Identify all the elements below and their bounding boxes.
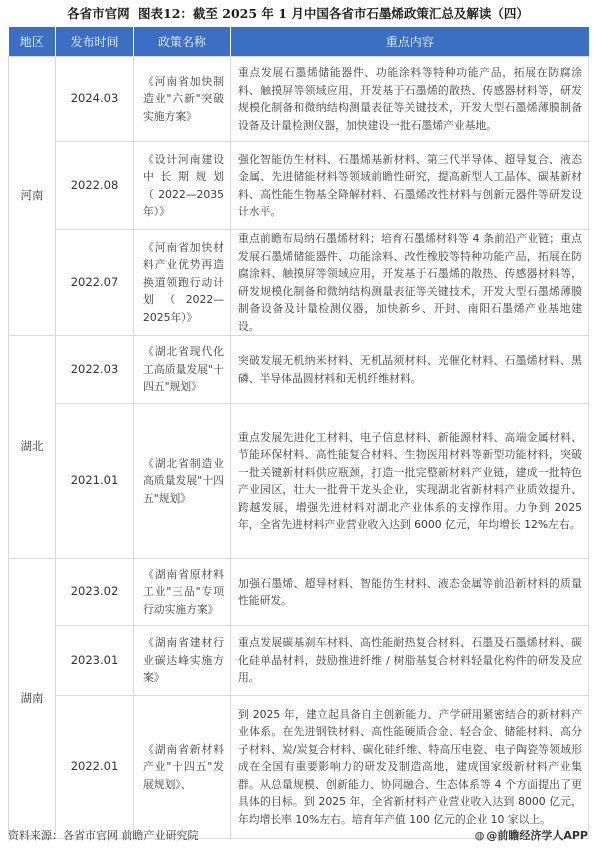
region-cell-hubei: 湖北 bbox=[9, 336, 56, 559]
policy-name-cell: 《湖北省制造业高质量发展"十四五"规划》 bbox=[134, 404, 231, 559]
table-row bbox=[9, 230, 589, 336]
date-cell: 2024.03 bbox=[56, 57, 134, 142]
brand-icon: ◍ bbox=[474, 829, 485, 842]
content-cell: 重点发展先进化工材料、电子信息材料、新能源材料、高端金属材料、节能环保材料、高性能复合材料、生物医用材料等新型功能材料，突破一批关键新材料供应瓶颈，打造一批完整新材料产业链，建成一批特色产业园区，壮大一批骨干龙头企业，实现湖北省新材料产业质效提升、跨越发展，增强先进材料对湖北产业体系的支撑作用。力争到 2025 年，全省先进材料产业营业收入达到 6000 亿元，年均增长 12%左右。 bbox=[231, 404, 589, 559]
header-date: 发布时间 bbox=[56, 27, 134, 57]
brand-credit bbox=[475, 827, 588, 845]
date-cell: 2022.03 bbox=[56, 336, 134, 404]
region-cell-hunan: 湖南 bbox=[9, 559, 56, 839]
policy-name-cell: 《湖南省建材行业碳达峰实施方案》 bbox=[134, 626, 231, 696]
date-cell: 2022.01 bbox=[56, 696, 134, 839]
policy-name-cell: 《河南省加快制造业"六新"突破实施方案》 bbox=[134, 57, 231, 142]
source-note: 资料来源：各省市官网 前瞻产业研究院 bbox=[8, 829, 199, 842]
table-row bbox=[9, 696, 589, 839]
policy-name-cell: 《河南省加快材料产业优势再造换道领跑行动计划（2022—2025年）》 bbox=[134, 230, 231, 336]
title-text: 图表12：截至 2025 年 1 月中国各省市石墨烯政策汇总及解读（四） bbox=[138, 6, 529, 21]
table-row bbox=[9, 404, 589, 559]
content-cell: 重点前瞻布局纳石墨烯材料；培育石墨烯材料等 4 条前沿产业链；重点发展石墨烯储能器件、功能涂料、改性橡胶等特种功能产品，拓展在防腐涂料、触摸屏等领域应用，开发基于石墨烯的散热、传感器材料等，研发规模化制备和微纳结构测量表征等关键技术，开发大型石墨烯薄膜制备设备及计量检测仪器，加快新乡、开封、南阳石墨烯产业基地建设。 bbox=[231, 230, 589, 336]
date-cell: 2022.07 bbox=[56, 230, 134, 336]
content-cell: 到 2025 年，建立起具备自主创新能力、产学研用紧密结合的新材料产业体系。在先进钢铁材料、高性能硬质合金、轻合金、储能材料、高分子材料、炭/炭复合材料、碳化硅纤维、特高压电瓷、电子陶瓷等领域形成在全国有重要影响力的研发及制造高地，建成国家级新材料产业集群。从总量规模、创新能力、协同融合、生态体系等 4 个方面提出了更具体的目标。到 2025 年，全省新材料产业营业收入达到 8000 亿元，年均增长率 10%左右。培育年产值 100 亿元的企业 10 家以上。 bbox=[231, 696, 589, 839]
policy-name-cell: 《设计河南建设中长期规划（2022—2035年）》 bbox=[134, 142, 231, 230]
content-cell: 突破发展无机纳米材料、无机晶须材料、光催化材料、石墨烯材料、黑磷、半导体晶圆材料和无机纤维材料。 bbox=[231, 336, 589, 404]
policy-name-cell: 《湖北省现代化工高质量发展"十四五"规划》 bbox=[134, 336, 231, 404]
title-source: 各省市官网 bbox=[67, 6, 130, 21]
policy-table bbox=[8, 27, 589, 839]
content-cell: 加强石墨烯、超导材料、智能仿生材料、液态金属等前沿新材料的质量性能研发。 bbox=[231, 559, 589, 626]
table-row bbox=[9, 57, 589, 142]
content-cell: 强化智能仿生材料、石墨烯基新材料、第三代半导体、超导复合、液态金属、先进储能材料等领域前瞻性研究，提高新型人工晶体、碳基新材料、高性能生物基全降解材料、石墨烯改性材料与创新元器件等研发设计水平。 bbox=[231, 142, 589, 230]
header-policy: 政策名称 bbox=[134, 27, 231, 57]
brand-label: @前瞻经济学人APP bbox=[486, 829, 588, 842]
policy-name-cell: 《湖南省原材料工业"三品"专项行动实施方案》 bbox=[134, 559, 231, 626]
date-cell: 2023.02 bbox=[56, 559, 134, 626]
header-region: 地区 bbox=[9, 27, 56, 57]
table-row bbox=[9, 559, 589, 626]
policy-name-cell: 《湖南省新材料产业"十四五"发展规划》、 bbox=[134, 696, 231, 839]
region-cell-henan: 河南 bbox=[9, 57, 56, 336]
table-header-row bbox=[9, 27, 589, 57]
page-title bbox=[0, 0, 596, 27]
table-row bbox=[9, 142, 589, 230]
table-row bbox=[9, 626, 589, 696]
footer bbox=[8, 827, 588, 845]
content-cell: 重点发展石墨烯储能器件、功能涂料等特种功能产品，拓展在防腐涂料、触摸屏等领域应用，开发基于石墨烯的散热、传感器材料等，研发规模化制备和微纳结构测量表征等关键技术，开发大型石墨烯薄膜制备设备及计量检测仪器，加快建设一批石墨烯产业基地。 bbox=[231, 57, 589, 142]
date-cell: 2022.08 bbox=[56, 142, 134, 230]
date-cell: 2023.01 bbox=[56, 626, 134, 696]
content-cell: 重点发展碳基刹车材料、高性能耐热复合材料、石墨及石墨烯材料、碳化硅单晶材料，鼓励推进纤维 / 树脂基复合材料轻量化构件的研发及应用。 bbox=[231, 626, 589, 696]
table-row bbox=[9, 336, 589, 404]
date-cell: 2021.01 bbox=[56, 404, 134, 559]
header-content: 重点内容 bbox=[231, 27, 589, 57]
